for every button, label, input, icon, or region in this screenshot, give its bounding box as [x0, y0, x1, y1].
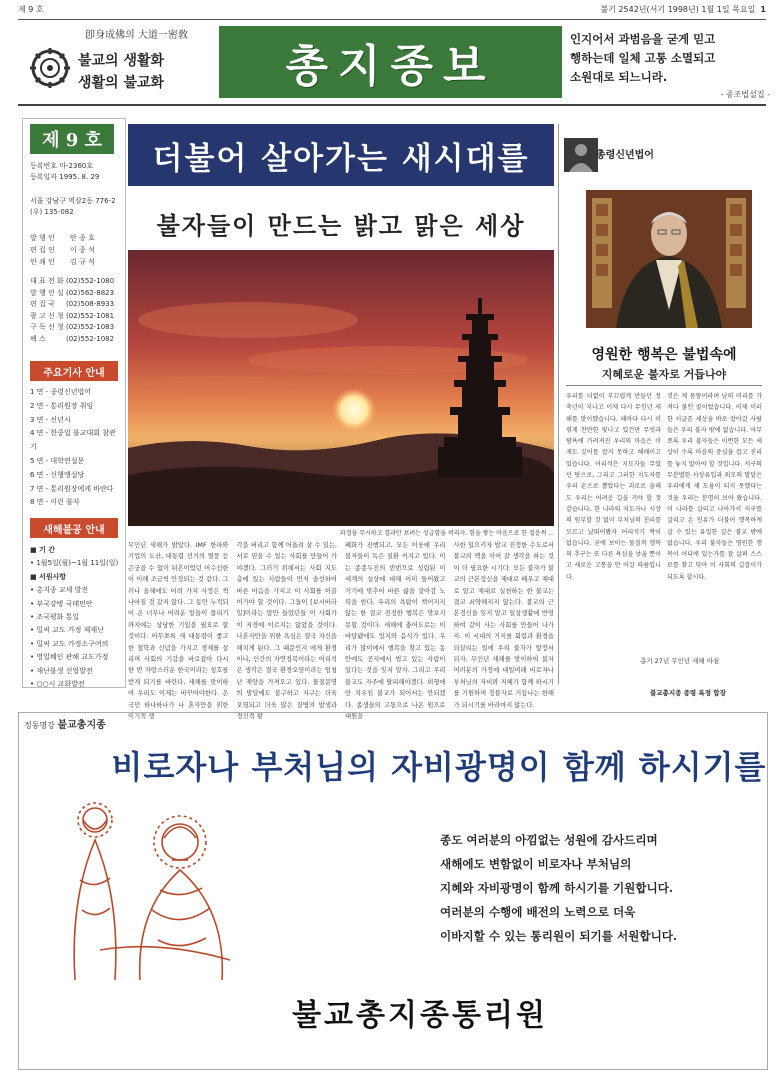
toc-item[interactable]: 1 면 - 종령신년법어 [30, 388, 91, 396]
ad-headline: 비로자나 부처님의 자비광명이 함께 하시기를 [111, 748, 767, 786]
date-line: 불기 2542년(서기 1998년) 1월 1일 목요일 1 [600, 5, 766, 14]
toc-item[interactable]: 8 면 - 이런 불자 [30, 498, 80, 507]
buddha-illustration [40, 790, 270, 980]
monk-silhouette-icon [564, 138, 598, 172]
quote-line-3: 소원대로 되느니라. [570, 70, 668, 84]
toc-item[interactable]: 4 면 - 한중일 불교대회 참관기 [30, 429, 116, 452]
toc-heading: 주요기사 안내 [30, 361, 118, 381]
phone-row: 구 독 신 청 (02)552-1083 [30, 323, 115, 331]
right-divider [566, 385, 762, 386]
ad-line: 여러분의 수행에 배전의 노력으로 더욱 [440, 905, 636, 919]
event-item: • 밀씨 교도 가정 제재난 [30, 626, 104, 635]
right-article-body [566, 391, 762, 647]
article-column: 것은 제 몸뚱이라며 남의 머리를 가져다 불인 꼴이었습니다. 이제 이러한 서글픈 세상을 바로 잡아갈 사람들은 우리 불자 밖에 없습니다. 아무쪼록 우리 불자들은 이번한 모든 세상이 수록 마음의 중심을 잡고 진리를 놓지 말아야 할 것입니다. 서구의 무분별한 사상유입과 외모의 발달은 우리에게 채 도움이 되지 못했다는 것을 우리는 분명히 보아 왔습니다. 이 나라를 살리고 나아가서 지구를 살리고 온 인류가 더불어 행복하게 살 수 있는 유일한 길은 불교 밖에 없습니다. 우리 불자들은 영원한 행복이 어디에 있는가를 잘 살펴 스스로를 찾고 닦아 이 사회의 길잡이가 되도록 합시다. [667, 393, 762, 581]
column-label: 총령신년법어 [596, 150, 654, 161]
newspaper-title: 총지종보 [219, 26, 562, 98]
dharma-wheel-icon [30, 48, 70, 88]
quote-line-1: 인지어서 과범음을 굳게 믿고 [570, 32, 716, 46]
sunset-pagoda-photo [128, 250, 554, 526]
events-heading: 새해불공 안내 [30, 518, 118, 538]
ad-message [440, 828, 750, 948]
leader-portrait-photo [586, 190, 752, 328]
toc-item[interactable]: 6 면 - 신행앵설당 [30, 470, 85, 479]
event-item: • 부국강병 국태민안 [30, 599, 93, 608]
event-item: • 밀씨 교도 가정소구여의 [30, 639, 109, 648]
right-signature: 불교총지종 종령 록정 합장 [650, 689, 726, 697]
right-subhead: 지혜로운 불자로 거듭나야 [601, 368, 727, 381]
issue-badge: 제 9 호 [30, 124, 114, 154]
slogan-line-2: 생활의 불교화 [78, 75, 165, 91]
toc-item[interactable]: 2 면 - 통리원장 취임 [30, 401, 94, 410]
phone-row: 발 행 인 실 (02)562-8823 [30, 288, 115, 297]
ad-line: 지혜와 자비광명이 함께 하시기를 기원합니다. [440, 881, 673, 895]
right-headline: 영원한 행복은 불법속에 [591, 347, 737, 363]
article-column: 무인년 새해가 밝았다. IMF 한파와 기업의 도산, 대통령 선거의 열풍 등 곤궁을 수 없이 뒤흔이었던 어수선한이 이해 조금씩 안정되는 것 같다. 그러나 올해에도 어려 가지 사정은 썩 나아질 것 같지 않다. 그 동안 누적되어 온 너무나 어려운 일들이 풀리기 까지에는 상당한 기일을 필요로 할 것이다. 아무쪼록 새 대통령이 좋고한 철학과 신념을 가지고 경제를 살리며 사회의 기강을 바로잡아 다시 한 번 자랑스러운 한국이라는 칭호를 받게 되기를 바란다. 새해를 맞이하여 우리도 이제는 바꾸어야한다. 온 국민 하나하나가 나 혼자만을 위한 이기적 생 [128, 542, 229, 721]
staff-row: 인 쇄 인 김 규 석 [30, 258, 95, 266]
top-divider [18, 19, 766, 20]
ad-line: 종도 여러분의 아낌없는 성원에 감사드리며 [440, 833, 658, 847]
event-item: • ○○시 교화발전 [30, 680, 85, 689]
staff-list [30, 232, 120, 268]
staff-row: 발 행 인 안 종 호 [30, 234, 95, 242]
event-item: • 총지종 교세 발전 [30, 586, 89, 595]
staff-row: 편 집 인 이 종 석 [30, 246, 95, 254]
right-date: 총기 27년 무인년 새해 아침 [640, 657, 720, 665]
phone-row: 팩 스 (02)552-1082 [30, 334, 115, 343]
top-motto: 卽身成佛의 大道一密敎 [85, 30, 188, 41]
toc-item[interactable]: 3 면 - 신년시 [30, 415, 71, 424]
slogan-line-1: 불교의 생활화 [78, 53, 165, 69]
masthead-left [30, 26, 215, 98]
event-item: • 재난불생 선업발전 [30, 666, 93, 675]
event-item: • 조국평화 통일 [30, 613, 80, 622]
quote-line-2: 행하는데 일체 고통 소멸되고 [570, 51, 716, 65]
issue-number-top: 제 9 호 [18, 5, 44, 14]
quote-source: - 종조법설집 - [720, 90, 770, 99]
photo-caption: 과정을 무시하고 결과만 보려는 성급함을 버리자. 힘을 쌓는 마음으로 한 걸음씩 ... [339, 530, 554, 537]
address: 서울 강남구 역삼2동 776-2 (우) 135-082 [30, 197, 116, 216]
article-column: 폐화가 진행되고, 모든 이웃에 우리 불자들이 독은 질환 커지고 있다. 이는 종종두진의 빈번으로 성립된 이 세계의 실상에 대해 이미 들어왔고 거기에 맞추어 바른 삶을 살아감 노력을 한다. 우리의 욕탐이 책어지지 않는 한 결코 진정한 행복은 맛보지 못할 것이다. 새해에 충어도로는 이 바탕됐에도 있지와 음식가 있다. 우리가 많이에서 행복을 찾고 있는 동안에도 공지에서 범고 있는 사람이 있다는 것을 잊지 말자. 그리고 우리 불교도 자주에 탈피해야겠다. 외형에만 치우친 불교가 되어서는 안되겠다. 종생들의 고통으로 나온 원으로 대원을 [345, 542, 446, 721]
events-list: ■ 기 간 • 1월5일(월)~1월 11일(일) ■ 서원사항 • 총지종 교세 발전 • 부국강병 국태민안 • 조국평화 통일 • 밀씨 교도 가정 제재난 • 밀씨 교도 가정소구여의 • 영일혜인 관해 교도가정 • 재난불생 선업발전 • ○○시 교화발전 [30, 544, 122, 691]
article-column: 각을 버리고 함께 어울려 살 수 있는, 서로 믿을 수 있는 사회를 만들어 가야겠다. 그러기 위해서는 사회 지도층에 있는 사람들이 먼저 솔선하여 바른 마음을 가지고 이 사회를 이끌어가야 할 것이다. 그들이 [보시바라밀]이라는 말만 들었던들 이 사회가 이 지경에 이르지는 않았을 것이다. 나혼자만을 위한 욕심은 결국 자신을 해치게 된다. 그 때문인지 에게 환경이나, 인간의 자연정복이라는 어리석은 생각은 결국 환경오염이라는 엄청난 재앙을 가져오고 있다. 물질문명의 발달에도 불구하고 지구는 더욱 오염되고 더욱 많은 질병의 발생과 정신적 황 [236, 542, 337, 721]
article-column: 사한 일으키자 발교 진정한 수도로서 불교의 맥을 이어 갈 생각을 하는 것이 더 필요한 시기다. 모든 불자가 불교의 근본정신을 제대로 배우고 제대로 알고 제대로 실천하는 한 불교는 결코 쇠약해지지 않는다. 불교의 근본정신을 잊지 말고 일상생활에 반영하여 같이 사는 사회를 만들어 나가자. 이 시대의 거지를 회림과 환경을 되살리는 일에 우리 불자가 앞장서 되자. 무인년 새해를 맞이하여 불자 여러분의 가정에 대일여래 비로자나부처님의 자비와 지혜가 함께 하시기를 기원하며 정불자로 거듭나는 한해가 되시기를 바라마지 않는다. [453, 542, 554, 709]
toc-item[interactable]: 7 면 - 통리원장에게 바란다 [30, 484, 114, 493]
article-column: 우리를 더없이 부끄럽게 만들던 정축년이 지나고 이제 다시 무인년 새해를 맞이했습니다. 해마다 다시 이렇게 찬란한 빛나고 있건만 무엇과 탐욕에 가려져진 우리의 마음은 이제도 깊어를 잡지 못하고 헤매이고 있습니다. 어리석은 지도자들 무었던 탓으로, 그리고 그러한 지도자를 우리 손으로 뽑았다는 괴로로 올해도 우리는 어려운 길을 거야 할 것 같습니다. 한 나라의 지도자나 시장의 원부할 것 없이 부처님의 진리를 모르고 날뛰어봤자 어리석기 짝이 없습니다. 곧에 보이는 물질적 행복의 추구는 또 다른 욕심을 낳을 뿐이고 새로운 고통을 만 어갈 따름입니다. [566, 393, 661, 581]
main-article-body [128, 540, 554, 721]
phone-row: 광 고 신 청 (02)552-1081 [30, 311, 115, 320]
ad-line: 이바지할 수 있는 통리원이 되기를 서원합니다. [440, 929, 678, 943]
phone-row: 대 표 전 화 (02)552-1080 [30, 277, 115, 285]
masthead-quote [570, 30, 770, 98]
toc-list [30, 386, 122, 510]
top-strip [18, 4, 766, 18]
phone-row: 편 집 국 (02)508-8933 [30, 300, 115, 308]
phone-list [30, 276, 120, 345]
ad-line: 새해에도 변함없이 비로자나 부처님의 [440, 857, 632, 871]
page-number: 1 [760, 5, 766, 14]
main-headline: 더불어 살아가는 새시대를 [128, 124, 554, 186]
masthead-divider [18, 104, 766, 106]
ad-signature: 불교총지종통리원 [292, 998, 548, 1033]
column-divider [558, 124, 559, 684]
ad-sponsor-tag: 정동명강 불교총지종 [24, 720, 106, 731]
event-item: • 영일혜인 관해 교도가정 [30, 653, 109, 662]
main-subhead: 불자들이 만드는 밝고 맑은 세상 [156, 211, 526, 240]
toc-item[interactable]: 5 면 - 대학연설문 [30, 456, 85, 465]
registration-info: 등록번호 마-2360호 등록일자 1995. 8. 29 [30, 162, 100, 181]
